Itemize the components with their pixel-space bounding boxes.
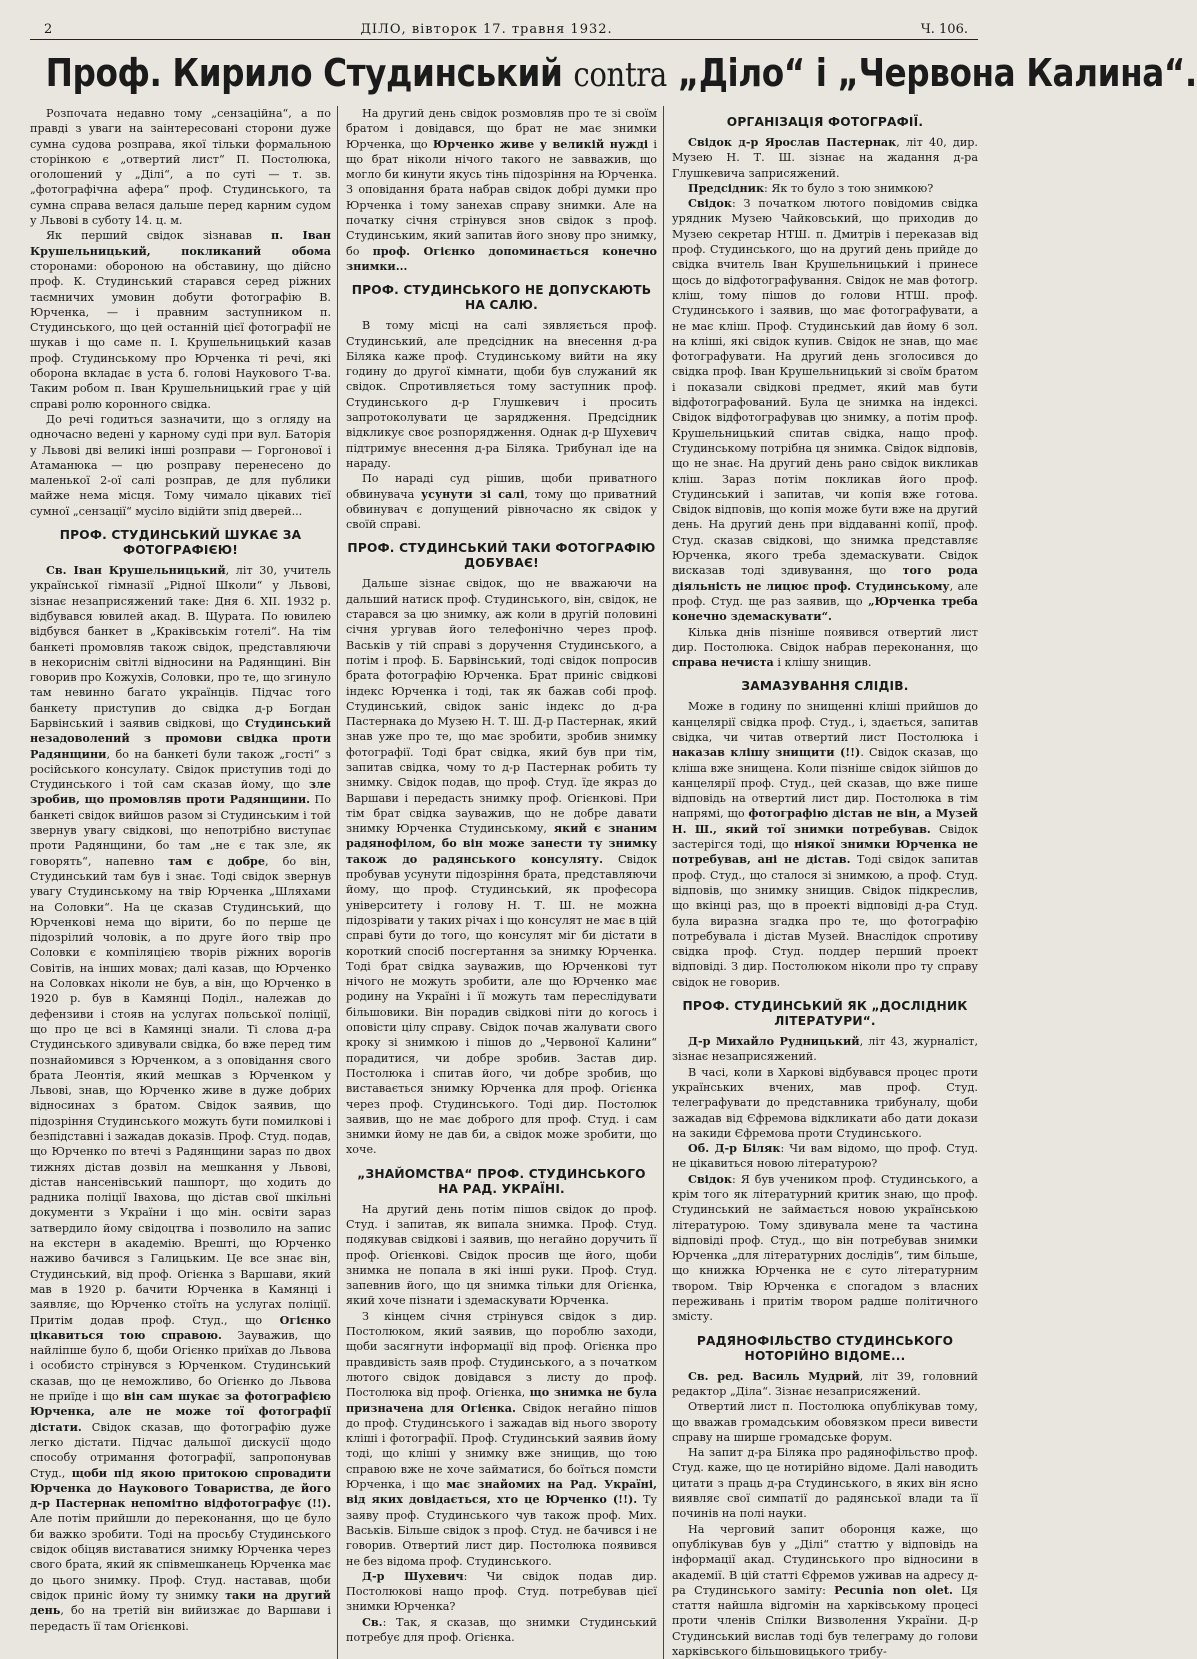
issue-number: Ч. 106. (920, 22, 968, 37)
paragraph: Св. ред. Василь Мудрий, літ 39, головний редактор „Діла“. Зізнає незаприсяжений. (672, 1368, 979, 1398)
paragraph: В часі, коли в Харкові відбувався процес проти українських вчених, мав проф. Студ. телеграфувати до представника трибуналу, щоби зажадав від Єфремова відкликати або дати докази на закиди Єфремова проти Студинського. (672, 1065, 978, 1140)
paragraph: З кінцем січня стрінувся свідок з дир. Постолюком, який заявив, що пороблю заходи, щоби засягнути інформації від проф. Огієнка про правдивість заяв проф. Студинського, а з початком лютого свідок довідався з листу до проф. Постолюка від проф. Огієнка, що знимка не була призначена для Огієнка. Свідок негайно пішов до проф. Студинського і зажадав від нього звороту кліші і фотографії. Проф. Студинський заявив йому тоді, що кліші у знимку вже знищив, що тою справою вже не хоче займатися, бо боїться помсти Юрченка, і що має знайомих на Рад. Україні, від яких довідається, хто це Юрченко (!!). Ту заяву проф. Студинського чув також проф. Мих. Васьків. Більше свідок з проф. Студ. не бачився і не говорив. Отвертий лист дир. Постолюка появився не без відома проф. Студинського. (346, 1309, 658, 1568)
section-title: „ЗНАЙОМСТВА“ ПРОФ. СТУДИНСЬКОГО НА РАД. УКРАЇНІ. (357, 1166, 646, 1196)
column-1 (30, 106, 338, 1659)
headline-part1: Проф. Кирило Студинський (45, 51, 563, 95)
page-headline (45, 48, 1197, 100)
paragraph: Д-р Михайло Рудницький, літ 43, журналіст, зізнає незаприсяжений. (672, 1034, 978, 1064)
section-title: РАДЯНОФІЛЬСТВО СТУДИНСЬКОГО НОТОРІЙНО ВІДОМЕ... (696, 1333, 954, 1363)
paragraph: До речі годиться зазначити, що з огляду на одночасно ведені у карному суді при вул. Баторія у Львові дві великі інші розправи — Горгонової і Атаманюка — цю розправу перенесено до маленької 2-ої салі розправ, де для публики майже нема місця. Тому чимало цікавих тієї сумної „сензації“ мусіло відійти зпід дверей... (30, 412, 331, 518)
page-number: 2 (44, 22, 53, 37)
paragraph: На другий день потім пішов свідок до проф. Студ. і запитав, як випала знимка. Проф. Студ. подякував свідкові і заявив, що негайно доручить її проф. Огієнкові. Свідок просив ще його, щоби знимка не попала в які інші руки. Проф. Студ. запевнив його, що ця знимка тільки для Огієнка, який хоче пізнати і здемаскувати Юрченка. (346, 1202, 657, 1308)
paragraph: Свідок: Я був учеником проф. Студинського, а крім того як літературний критик знаю, що проф. Студинський не займається новою українською літературою. Тому здивувала мене та частина відповіді проф. Студ., що він потребував знимки Юрченка „для літературних дослідів“, тим більше, що книжка Юрченка не є суто літературним твором. Твір Юрченка є спогадом з власних переживань і притім твором радше політичного змісту. (672, 1171, 978, 1324)
paragraph: Дальше зізнає свідок, що не вважаючи на дальший натиск проф. Студинського, він, свідок, не старався за цю знимку, аж коли в другій половині січня ургував його телефонічно через проф. Васьків у тій справі з доручення Студинського, а потім і проф. Б. Барвінський, тоді свідок попросив брата фотографію Юрченка. Брат приніс свідкові індекс Юрченка і тоді, так як бажав собі проф. Студинський, свідок заніс індекс до д-ра Пастернака до Музею Н. Т. Ш. Д-р Пастернак, який знав уже про те, що має зробити, зробив знимку фотографії. Тоді брат свідка, який був при тім, запитав свідка, чому то д-р Пастернак робить ту знимку. Свідок подав, що проф. Студ. їде якраз до Варшави і передасть знимку проф. Огієнкові. При тім брат свідка зауважив, що не добре давати знимку Юрченка Студинському, який є знаним радянофілом, бо він може занести ту знимку також до радянського консуляту. Свідок пробував усунути підозріння брата, представляючи йому, що проф. Студинський, як професора університету і голову Н. Т. Ш. не можна підозрівати у таких річах і що консулят не має в цій справі бути до того, що консулят міг би дістати в короткий спосіб посгертання за знимку Юрченка. Тоді брат свідка зауважив, що Юрченкові тут нічого не можуть зробити, але що Юрченко має родину на Україні і її можуть там переслідувати більшовики. Він порадив свідкові піти до когось і оповісти цілу справу. Свідок почав жалувати свого кроку зі знимкою і пішов до „Червоної Калини“ порадитися, чи добре зробив. Застав дир. Постолюка і спитав його, чи добре зробив, що виставається знимку Юрченка для проф. Огієнка через проф. Студинського. Тоді дир. Постолюк заявив, що не має доброго для проф. Студ. і сам знимки йому не дав би, а свідок може зробити, що хоче. (346, 577, 657, 1157)
paragraph: Отвертий лист п. Постолюка опублікував тому, що вважав громадським обовязком преси вивести справу на ширше громадське форум. (672, 1400, 978, 1444)
paragraph: Свідок: З початком лютого повідомив свідка урядник Музею Чайковський, що приходив до Музею секретар НТШ. п. Дмитрів і переказав від проф. Студинського, що на другий день прийде до свідка вчитель Іван Крушельницький і принесе щось до відфотографування. Свідок не мав фотогр. кліш, тому пішов до голови НТШ. проф. Студинського і заявив, що має фотографувати, а не має кліш. Проф. Студинський дав йому 6 зол. на кліші, які свідок купив. Свідок не знав, що має фотографувати. На другий день зголосився до свідка проф. Іван Крушельницький зі своїм братом і показали свідкові предмет, який мав бути відфотографований. Була це знимка на індексі. Свідок відфотографував цю знимку, а потім проф. Крушельницький спитав свідка, нащо проф. Студинському потрібна ця знимка. Свідок відповів, що не знає. На другий день рано свідок викликав кліш. Зараз потім покликав його проф. Студинський і запитав, чи копія вже готова. Свідок відповів, що копія може бути вже на другий день. На другий день при віддаванні копії, проф. Студ. сказав свідкові, що знимка представляє Юрченка, якого треба здемаскувати. Свідок висказав тоді здивування, що того рода діяльність не лицює проф. Студинському, але проф. Студ. ще раз заявив, що „Юрченка треба конечно здемаскувати“. (672, 196, 979, 624)
section-title: ПРОФ. СТУДИНСЬКИЙ ЯК „ДОСЛІДНИК ЛІТЕРАТУРИ“. (682, 999, 968, 1029)
section-title: ЗАМАЗУВАННЯ СЛІДІВ. (741, 679, 909, 694)
masthead-date: ДІЛО, вівторок 17. травня 1932. (360, 22, 613, 37)
headline-part2: „Діло“ і „Червона Калина“. (677, 51, 1197, 95)
section-title: ПРОФ. СТУДИНСЬКИЙ ШУКАЄ ЗА ФОТОГРАФІЄЮ! (59, 528, 302, 558)
paragraph: Свідок д-р Ярослав Пастернак, літ 40, дир. Музею Н. Т. Ш. зізнає на жадання д-ра Глушкевича заприсяжений. (672, 135, 978, 180)
paragraph: Може в годину по знищенні кліші прийшов до канцелярії свідка проф. Студ., і, здається, запитав свідка, чи читав отвертий лист Постолюка і наказав клішу знищити (!!). Свідок сказав, що кліша вже знищена. Коли пізніше свідок зійшов до канцелярії проф. Студ., цей сказав, що вже пише відповідь на отвертий лист дир. Постолюка в тім напрямі, що фотографію дістав не він, а Музей Н. Ш., який тої знимки потребував. Свідок застерігся тоді, що ніякої знимки Юрченка не потребував, ані не дістав. Тоді свідок запитав проф. Студ., що сталося зі знимкою, а проф. Студ. відповів, що знимку знищив. Свідок підкреслив, що вкінці раз, що в проекті відповіді д-ра Студ. була виразна згадка про те, що фотографію потребувала і дістав Музей. Внаслідок спротиву свідка проф. Студ. поддер перший проект відповіді. З дир. Постолюком ніколи про ту справу свідок не говорив. (672, 700, 979, 989)
running-head (30, 22, 978, 40)
paragraph: По нараді суд рішив, щоби приватного обвинувача усунути зі салі, тому що приватний обвинувач є допущений рівночасно як свідок у своїй справі. (346, 472, 658, 532)
paragraph: Д-р Шухевич: Чи свідок подав дир. Постолюкові нащо проф. Студ. потребував цієї знимки Юрченка? (346, 1568, 657, 1614)
testimony-paragraph: Св. Іван Крушельницький, літ 30, учитель української гімназії „Рідної Школи“ у Львові, зізнає незаприсяжений таке: Дня 6. XII. 1932 р. відбувався ювилей акад. В. Щурата. По ювилею відбувся банкет в „Краківськім готелі“. На тім банкеті промовляв також свідок, представляючи в некориснім світлі відносини на Радянщині. Він говорив про Кожухів, Соловки, про те, що згинуло там невинно багато українців. Підчас того банкету приступив до свідка д-р Богдан Барвінський і заявив свідкові, що Студинський незадоволений з промови свідка проти Радянщини, бо на банкеті були також „гості“ з російського консулату. Свідок приступив тоді до Студинського і той сам сказав йому, що зле зробив, що промовляв проти Радянщини. По банкеті свідок вийшов разом зі Студинським і той звернув увагу свідкові, що непотрібно виступає проти Радянщини, бо там „не є так зле, як говорять“, напевно там є добре, бо він, Студинський там був і знає. Тоді свідок звернув увагу Студинському на твір Юрченка „Шляхами на Соловки“. На це сказав Студинський, що Юрченкові нема що вірити, бо по перше це підозрілий чоловік, а по друге його твір про Соловки є компіляцією творів ріжних ворогів Совітів, на інших мовах; далі казав, що Юрченко на Соловках ніколи не був, а він, що Юрченко в 1920 р. був в Камянці Поділ., належав до дефензиви і стояв на услугах польської поліції, що про це всі в Камянці знали. Ті слова д-ра Студинського здивували свідка, бо вже перед тим познайомився з Юрченком, а з оповідання свого брата Леонтія, який мешкав з Юрченком у Львові, знав, що Юрченко живе в дуже добрих відносинах з братом. Свідок заявив, що підозріння Студинського можуть бути помилкові і безпідставні і зажадав доказів. Проф. Студ. подав, що Юрченко по втечі з Радянщини зараз по двох тижнях дістав дозвіл на мешкання у Львові, дістав нансенівський пашпорт, що ходить до радника поліції Івахова, що дістав свої шкільні документи з України і що мін. освіти зараз затвердило йому свідоцтва і позволило на запис на екстерн в академію. Врешті, що Юрченко наживо бачився з Галицьким. Це все знає він, Студинський, від проф. Огієнка з Варшави, який мав в 1920 р. бачити Юрченка в Камянці і заявляє, що Юрченко стоїть на услугах поліції. Притім додав проф. Студ., що Огієнко цікавиться тою справою. Зауважив, що найліпше було б, щоби Огієнко приїхав до Львова і особисто стрінувся з Юрченком. Студинський сказав, що це неможливо, бо Огієнко до Львова не приїде і що він сам шукає за фотографією Юрченка, але не може тої фотографії дістати. Свідок сказав, що фотографію дуже легко дістати. Підчас дальшої дискусії щодо способу отримання фотографії, запропонував Студ., щоби під якою притокою спровадити Юрченка до Наукового Товариства, де його д-р Пастернак непомітно відфотографує (!!). Але потім прийшли до переконання, що це було би важко зробити. Тоді на просьбу Студинського свідок обіцяв виставатися знимку Юрченка через свого брата, який як співмешканець Юрченка має до цього знимку. Проф. Студ. наставав, щоби свідок приніс йому ту знимку таки на другий день, бо на третій він вийизжає до Варшави і передасть її там Огієнкові. (30, 563, 332, 1633)
paragraph: Предсідник: Як то було з тою знимкою? (688, 180, 934, 195)
headline-contra: contra (573, 55, 667, 95)
paragraph: В тому місці на салі зявляється проф. Студинський, але предсідник на внесення д-ра Біляка каже проф. Студинському вийти на яку годину до другої кімнати, щоби був служаний як свідок. Спротивляється тому заступник проф. Студинського д-р Глушкевич і просить запротоколувати це зарядження. Предсідник відкликує своє розпорядження. Однак д-р Шухевич підтримує внесення д-ра Біляка. Трибунал іде на нараду. (346, 319, 657, 470)
section-title: ПРОФ. СТУДИНСЬКОГО НЕ ДОПУСКАЮТЬ НА САЛЮ. (351, 283, 652, 313)
intro-paragraph: Розпочата недавно тому „сензаційна“, а по правді з уваги на заінтересовані сторони дуже сумна судова розправа, якої тільки формальною сторінкою є „отвертий лист“ П. Постолюка, оголошений у „Ділі“, а по суті — т. зв. „фотографічна афера“ проф. Студинського, та сумна справа велася дальше перед карним судом у Львові в суботу 14. ц. м. (30, 107, 331, 228)
section-title: ПРОФ. СТУДИНСЬКИЙ ТАКИ ФОТОГРАФІЮ ДОБУВАЄ! (347, 541, 656, 571)
paragraph: Кілька днів пізніше появився отвертий лист дир. Постолюка. Свідок набрав переконання, що справа нечиста і клішу знищив. (672, 625, 978, 670)
column-3 (672, 106, 978, 1659)
article-columns (30, 106, 979, 1659)
paragraph: На другий день свідок розмовляв про те зі своїм братом і довідався, що брат не має знимки Юрченка, що Юрченко живе у великій нужді і що брат ніколи нічого такого не завважив, що могло би кинути якусь тінь підозріння на Юрченка. З оповідання брата набрав свідок добрі думки про Юрченка і тому занехав справу знимки. Але на початку січня стрінувся знов свідок з проф. Студинським, який запитав його знову про знимку, бо проф. Огієнко допоминається конечно знимки... (346, 107, 658, 273)
paragraph: На черговий запит оборонця каже, що опублікував був у „Ділі“ статтю у відповідь на інформації акад. Студинського про відносини в академії. В цій статті Єфремов уживав на адресу д-ра Студинського заміту: Pecunia non olet. Ця стаття найшла відгомін на харківському процесі проти членів Спілки Визволення України. Д-р Студинський вислав тоді був телеграму до голови харківського більшовицького трибу- (672, 1522, 978, 1659)
paragraph: Об. Д-р Біляк: Чи вам відомо, що проф. Студ. не цікавиться новою літературою? (672, 1141, 978, 1171)
column-2 (346, 106, 664, 1659)
section-title: ОРГАНІЗАЦІЯ ФОТОГРАФІЇ. (726, 115, 924, 129)
paragraph: Св.: Так, я сказав, що знимки Студинський потребує для проф. Огієнка. (346, 1614, 657, 1645)
paragraph: На запит д-ра Біляка про радянофільство проф. Студ. каже, що це нотирійно відоме. Далі наводить цитати з праць д-ра Студинського, в яких він ясно виявляє свої симпатії до радянської влади та її починів на полі науки. (672, 1446, 978, 1521)
paragraph: Як перший свідок зізнавав п. Іван Крушельницький, покликаний обома сторонами: обороною на обставину, що дійсно проф. К. Студинський старався серед ріжних таємничих умовин добути фотографію В. Юрченка, — і правним заступником п. Студинського, що цей останній цієї фотографії не шукав і що саме п. І. Крушельницький казав проф. Студинському про Юрченка ті речі, які оборона вкладає в уста б. голові Наукового Т-ва. Таким робом п. Іван Крушельницький грає у цій справі ролю коронного свідка. (30, 228, 331, 411)
